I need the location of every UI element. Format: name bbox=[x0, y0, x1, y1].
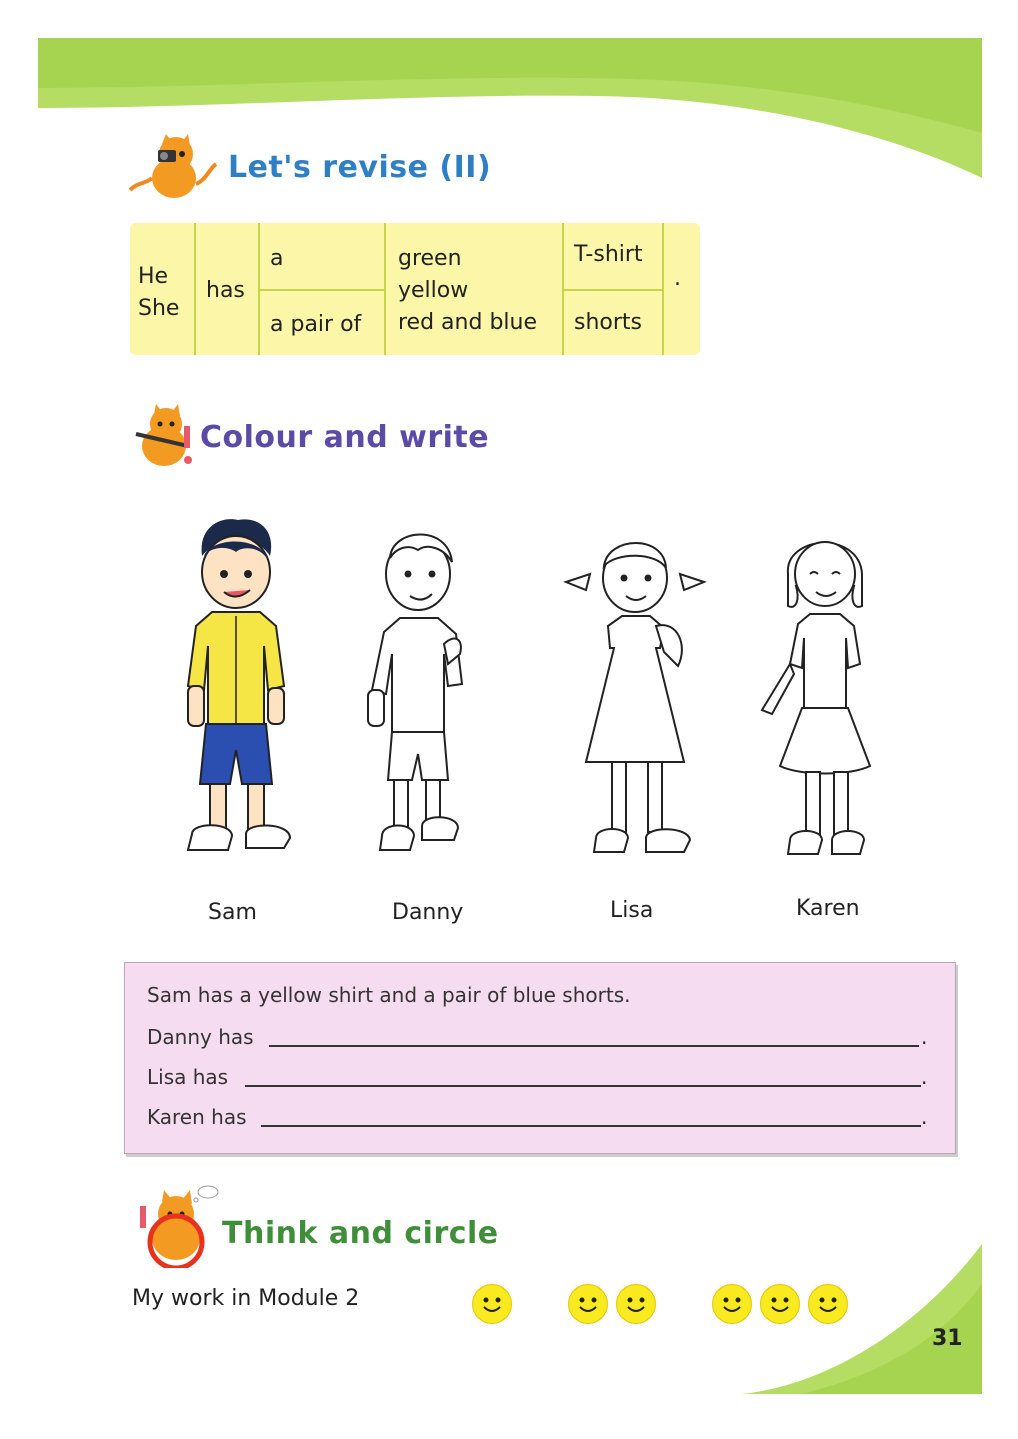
workbook-page bbox=[38, 38, 982, 1394]
table-colour: yellow bbox=[398, 278, 469, 303]
smiley-face-icon bbox=[760, 1284, 800, 1324]
table-article: a bbox=[270, 246, 284, 271]
smiley-face-icon bbox=[616, 1284, 656, 1324]
danny-illustration bbox=[348, 514, 478, 864]
section-title-colour: Colour and write bbox=[200, 420, 490, 455]
example-sentence: Sam has a yellow shirt and a pair of blue shorts. bbox=[147, 983, 631, 1007]
table-item: T-shirt bbox=[574, 242, 643, 267]
table-item: shorts bbox=[574, 310, 642, 335]
answer-line-karen[interactable] bbox=[261, 1125, 921, 1127]
full-stop: . bbox=[921, 1105, 928, 1129]
table-subject: She bbox=[138, 296, 180, 321]
answer-line-lisa[interactable] bbox=[245, 1085, 921, 1087]
karen-illustration bbox=[750, 514, 900, 864]
character-name: Lisa bbox=[610, 898, 654, 923]
table-colour: green bbox=[398, 246, 462, 271]
grammar-table bbox=[130, 223, 700, 355]
full-stop: . bbox=[921, 1065, 928, 1089]
character-name: Sam bbox=[208, 900, 257, 925]
cat-camera-icon bbox=[124, 134, 224, 204]
page-number: 31 bbox=[932, 1326, 963, 1351]
table-full-stop: . bbox=[674, 266, 681, 291]
smiley-face-icon bbox=[472, 1284, 512, 1324]
cat-thinking-icon bbox=[126, 1184, 226, 1268]
writing-box bbox=[124, 962, 956, 1154]
smiley-face-icon bbox=[808, 1284, 848, 1324]
character-name: Danny bbox=[392, 900, 464, 925]
section-title-think: Think and circle bbox=[222, 1216, 499, 1251]
sam-illustration bbox=[172, 516, 302, 866]
table-colour: red and blue bbox=[398, 310, 537, 335]
module-self-rating-label: My work in Module 2 bbox=[132, 1286, 360, 1311]
lisa-illustration bbox=[560, 516, 710, 866]
cat-pencil-icon bbox=[126, 404, 206, 470]
prompt-danny: Danny has bbox=[147, 1025, 254, 1049]
smiley-face-icon bbox=[568, 1284, 608, 1324]
smiley-face-icon bbox=[712, 1284, 752, 1324]
prompt-lisa: Lisa has bbox=[147, 1065, 229, 1089]
full-stop: . bbox=[921, 1025, 928, 1049]
answer-line-danny[interactable] bbox=[269, 1045, 919, 1047]
table-article: a pair of bbox=[270, 312, 362, 337]
table-subject: He bbox=[138, 264, 169, 289]
prompt-karen: Karen has bbox=[147, 1105, 247, 1129]
character-name: Karen bbox=[796, 896, 860, 921]
table-verb: has bbox=[206, 278, 245, 303]
section-title-revise: Let's revise (II) bbox=[228, 150, 492, 185]
